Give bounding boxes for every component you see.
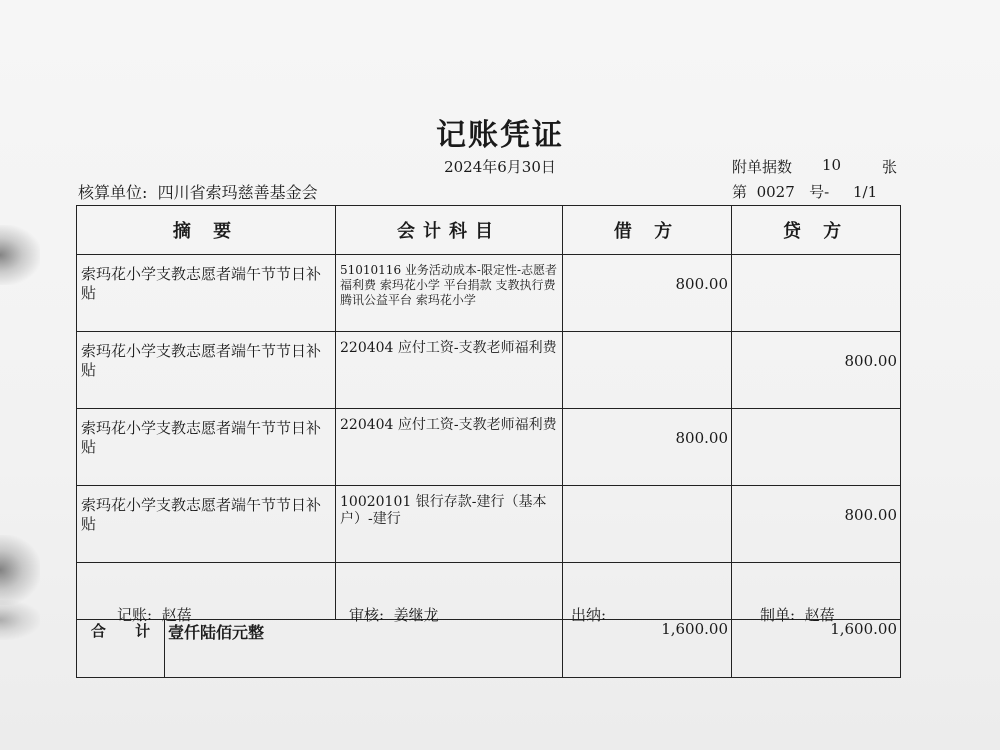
accounting-unit-name: 四川省索玛慈善基金会	[157, 183, 318, 202]
entry-account: 51010116 业务活动成本-限定性-志愿者福利费 索玛花小学 平台捐款 支教执行费 腾讯公益平台 索玛花小学	[336, 255, 563, 332]
entry-credit	[732, 409, 901, 486]
voucher-no: 0027	[756, 183, 795, 201]
reviewer-signature	[349, 604, 439, 625]
voucher-number	[732, 181, 877, 202]
voucher-page: 1/1	[852, 183, 878, 201]
scan-smudge	[0, 600, 40, 640]
entry-credit	[732, 255, 901, 332]
entry-debit: 800.00	[563, 409, 732, 486]
entry-summary: 索玛花小学支教志愿者端午节节日补贴	[77, 409, 336, 486]
bookkeeper-signature	[117, 604, 192, 625]
attachments-unit: 张	[882, 158, 898, 176]
table-row	[77, 486, 901, 563]
total-amount-words: 壹仟陆佰元整	[165, 620, 563, 678]
reviewer-name: 姜继龙	[393, 606, 439, 624]
scan-smudge	[0, 535, 40, 605]
bookkeeper-name: 赵蓓	[161, 606, 192, 624]
total-credit: 1,600.00	[732, 620, 901, 678]
entry-credit: 800.00	[732, 332, 901, 409]
attachments-label: 附单据数	[732, 158, 793, 176]
header-credit: 贷 方	[732, 206, 901, 255]
entry-debit: 800.00	[563, 255, 732, 332]
accounting-unit	[78, 180, 318, 203]
table-row	[77, 409, 901, 486]
voucher-date: 2024年6月30日	[444, 158, 556, 176]
total-debit: 1,600.00	[563, 620, 732, 678]
header-account: 会计科目	[336, 206, 563, 255]
entry-summary: 索玛花小学支教志愿者端午节节日补贴	[77, 332, 336, 409]
preparer-signature	[760, 604, 835, 625]
scan-smudge	[0, 225, 40, 285]
entry-credit: 800.00	[732, 486, 901, 563]
total-label: 合 计	[77, 620, 165, 678]
cashier-label: 出纳:	[571, 606, 607, 624]
attachments-count	[732, 156, 898, 177]
table-header	[77, 206, 901, 255]
entry-summary: 索玛花小学支教志愿者端午节节日补贴	[77, 255, 336, 332]
voucher-title: 记账凭证	[436, 118, 564, 153]
entry-debit	[563, 332, 732, 409]
header-summary: 摘 要	[77, 206, 336, 255]
entry-account: 220404 应付工资-支教老师福利费	[336, 409, 563, 486]
reviewer-label: 审核:	[349, 606, 385, 624]
attachments-number: 10	[822, 156, 842, 174]
entry-debit	[563, 486, 732, 563]
accounting-unit-label: 核算单位:	[78, 183, 148, 202]
preparer-name: 赵蓓	[804, 606, 835, 624]
header-debit: 借 方	[563, 206, 732, 255]
preparer-label: 制单:	[760, 606, 796, 624]
empty-cell	[77, 563, 336, 620]
voucher-prefix: 第	[732, 183, 748, 201]
voucher-suffix: 号-	[809, 183, 830, 201]
cashier-signature	[571, 604, 611, 625]
total-row	[77, 620, 901, 678]
table-row	[77, 332, 901, 409]
table-row	[77, 255, 901, 332]
entry-account: 220404 应付工资-支教老师福利费	[336, 332, 563, 409]
entry-summary: 索玛花小学支教志愿者端午节节日补贴	[77, 486, 336, 563]
entry-account: 10020101 银行存款-建行（基本户）-建行	[336, 486, 563, 563]
bookkeeper-label: 记账:	[117, 606, 153, 624]
